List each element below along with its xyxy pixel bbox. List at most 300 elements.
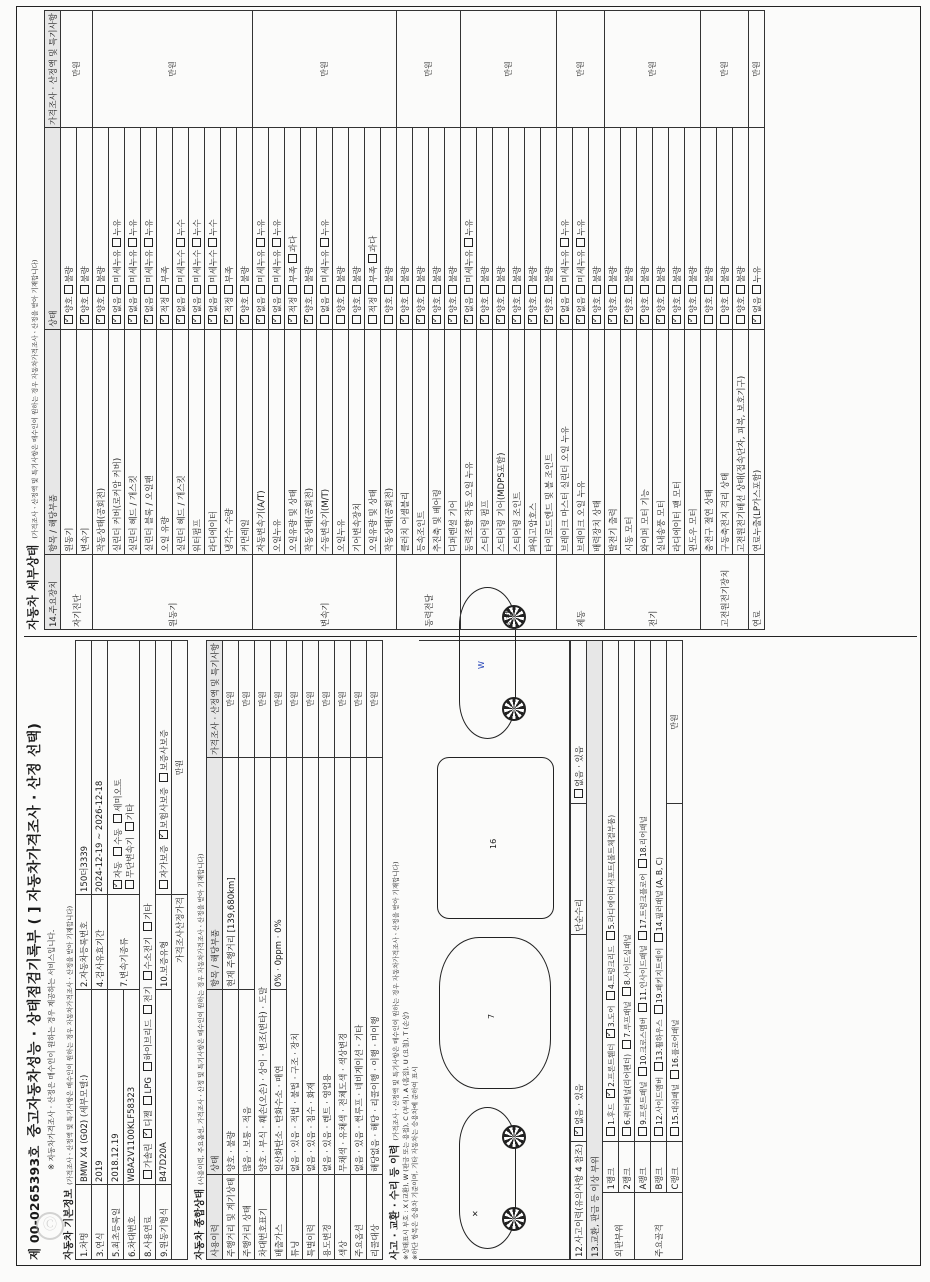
- transmission-cvt: 무단변속기: [125, 836, 136, 878]
- checkbox: [352, 285, 361, 294]
- state-none: 없음: [192, 296, 203, 313]
- checkbox: [448, 285, 457, 294]
- warranty-insurer: 보험사보증: [159, 787, 170, 829]
- state-cell: [669, 128, 685, 330]
- checkbox: [224, 285, 233, 294]
- engine-type-value: B47D20A: [156, 990, 172, 1185]
- checkbox-checked: [448, 315, 457, 324]
- state-adequate: 적정: [224, 296, 235, 313]
- state-low: 부족: [288, 266, 299, 283]
- checkbox: [159, 880, 168, 889]
- state-cell: [317, 128, 333, 330]
- state-cell: [701, 128, 717, 330]
- checkbox: [640, 285, 649, 294]
- rankA-item: 18.리어패널: [638, 816, 648, 857]
- state-leak: 누유: [128, 219, 139, 236]
- document-number: 제 00-0265393호: [27, 1145, 42, 1260]
- table-row: [319, 641, 335, 1260]
- wheel-icon: [502, 697, 526, 721]
- state-good: 양호: [544, 296, 555, 313]
- state-bad: 불량: [528, 266, 539, 283]
- state-cell: [557, 128, 573, 330]
- rankB-item: 19.패키지트레이: [654, 947, 664, 1004]
- fuel-label: 8.사용연료: [140, 1185, 156, 1260]
- state-cell: [429, 128, 445, 330]
- checkbox: [208, 238, 217, 247]
- table-row: [557, 11, 573, 630]
- wheel-icon: [502, 1125, 526, 1149]
- checkbox: [304, 285, 313, 294]
- checkbox: [654, 1127, 663, 1136]
- item: 작동상태(공회전): [381, 330, 397, 555]
- state-cell: [653, 128, 669, 330]
- item: 클러치 어셈블리: [397, 330, 413, 555]
- checkbox-checked: [208, 315, 217, 324]
- checkbox-checked: [224, 315, 233, 324]
- table-row: [701, 11, 717, 630]
- checkbox: [608, 285, 617, 294]
- state-none: 없음: [256, 296, 267, 313]
- fuel-gasoline: 가솔린: [143, 1143, 154, 1168]
- checkbox: [670, 1127, 679, 1136]
- warranty-guarantor: 보증사보증: [159, 729, 170, 771]
- checkbox: [736, 315, 745, 324]
- state-bad: 불량: [432, 266, 443, 283]
- transmission-auto: 자동: [113, 861, 124, 878]
- checkbox: [622, 1040, 631, 1049]
- row-unit: 만원: [335, 641, 351, 758]
- checkbox: [752, 285, 761, 294]
- checkbox: [400, 285, 409, 294]
- checkbox: [143, 971, 152, 980]
- unit: 만원: [461, 11, 557, 128]
- row-unit: 만원: [223, 641, 239, 758]
- rank1-item: 2.프론트휀더: [606, 1043, 616, 1087]
- state-bad: 불량: [544, 266, 555, 283]
- rankA-label: A랭크: [635, 1141, 651, 1192]
- checkbox: [654, 933, 663, 942]
- row-unit: 만원: [303, 641, 319, 758]
- checkbox-checked: [496, 315, 505, 324]
- checkbox: [143, 1062, 152, 1071]
- item: 스티어링 펌프: [477, 330, 493, 555]
- row-label: 특별이력: [303, 1175, 319, 1260]
- state-cell: [237, 128, 253, 330]
- checkbox-checked: [64, 315, 73, 324]
- row-state: 많음 · 보통 · 적음: [239, 990, 255, 1175]
- overall-condition-table: [206, 640, 383, 1260]
- state-good: 양호: [80, 296, 91, 313]
- checkbox: [143, 922, 152, 931]
- state-cell: [365, 128, 381, 330]
- inspection-validity-value: 2024-12-19 ~ 2026-12-18: [92, 641, 108, 895]
- fuel-electric: 전기: [143, 986, 154, 1003]
- checkbox: [113, 814, 122, 823]
- state-none: 없음: [176, 296, 187, 313]
- row-label: 배출가스: [271, 1175, 287, 1260]
- checkbox-checked: [512, 315, 521, 324]
- checkbox: [272, 285, 281, 294]
- state-none: 없음: [464, 296, 475, 313]
- state-leak: 누유: [560, 219, 571, 236]
- row-state: 양호 · 불량: [223, 990, 239, 1175]
- item: 원동기: [61, 330, 77, 555]
- checkbox: [606, 931, 615, 940]
- table-row: [223, 641, 239, 1260]
- state-low: 부족: [368, 266, 379, 283]
- checkbox: [638, 859, 647, 868]
- item: 실린더 커버(로커암 커버): [109, 330, 125, 555]
- state-bad: 불량: [80, 266, 91, 283]
- row-unit: 만원: [287, 641, 303, 758]
- state-good: 양호: [608, 296, 619, 313]
- model-year-label: 3.연식: [92, 1185, 108, 1260]
- price-unit: 만원: [172, 641, 188, 895]
- detail-section-note: (가격조사ㆍ산정액 및 특기사항은 매수인이 원하는 경우 자동차가격조사ㆍ산정을 받아 기재합니다): [31, 259, 39, 539]
- rank1-item: 5.라디에이터서포트(볼트체결부품): [606, 814, 616, 930]
- checkbox: [638, 931, 647, 940]
- item: 냉각수 수량: [221, 330, 237, 555]
- state-cell: [477, 128, 493, 330]
- checkbox: [192, 285, 201, 294]
- row-state: 없음 · 있음 · 썬루프 · 네비게이션 · 기타: [351, 758, 367, 1175]
- checkbox: [143, 1005, 152, 1014]
- checkbox: [512, 285, 521, 294]
- rank1-item: 1.후드: [606, 1103, 616, 1125]
- checkbox: [720, 315, 729, 324]
- row-state: 양호 · 부식 · 훼손(오손) · 상이 · 변조(변타) · 도말: [255, 758, 271, 1175]
- checkbox: [144, 285, 153, 294]
- table-row: [93, 11, 109, 630]
- unit: 만원: [605, 11, 701, 128]
- row-unit: 만원: [351, 641, 367, 758]
- checkbox-checked: [192, 315, 201, 324]
- fuel-options: [140, 641, 156, 1185]
- checkbox: [240, 285, 249, 294]
- item: 오일누유: [269, 330, 285, 555]
- state-bad: 불량: [656, 266, 667, 283]
- checkbox: [606, 991, 615, 1000]
- group-self-diagnosis: 자기진단: [61, 555, 93, 630]
- state-cell: [77, 128, 93, 330]
- checkbox: [336, 315, 345, 324]
- state-minor-leak: 미세누유: [576, 249, 587, 283]
- rankA-items: [635, 641, 651, 1142]
- warranty-self: 자가보증: [159, 845, 170, 878]
- item: 연료누출(LP가스포함): [749, 330, 765, 555]
- item: 발전기 출력: [605, 330, 621, 555]
- item: 스티어링 기어(MDPS포함): [493, 330, 509, 555]
- state-good: 양호: [240, 296, 251, 313]
- item: 오일누유: [333, 330, 349, 555]
- state-leak: 누유: [272, 219, 283, 236]
- state-cell: [93, 128, 109, 330]
- checkbox-checked: [288, 315, 297, 324]
- col-major-device: 14.주요장치: [45, 555, 61, 630]
- state-minor-seep: 미세누수: [176, 249, 187, 283]
- state-leak: 누유: [752, 266, 763, 283]
- state-minor-seep: 미세누수: [208, 249, 219, 283]
- checkbox: [560, 238, 569, 247]
- damage-mark-w: W: [477, 661, 486, 669]
- state-bad: 불량: [400, 266, 411, 283]
- state-bad: 불량: [608, 266, 619, 283]
- checkbox-checked: [752, 315, 761, 324]
- item: 오일유량 및 상태: [285, 330, 301, 555]
- checkbox: [288, 254, 297, 263]
- table-row: [461, 11, 477, 630]
- item: 윈도우 모터: [685, 330, 701, 555]
- state-good: 양호: [672, 296, 683, 313]
- state-good: 양호: [432, 296, 443, 313]
- unit: 만원: [397, 11, 461, 128]
- checkbox: [143, 1170, 152, 1179]
- checkbox: [320, 315, 329, 324]
- row-unit: 만원: [271, 641, 287, 758]
- state-bad: 불량: [688, 266, 699, 283]
- row-label: 튜닝: [287, 1175, 303, 1260]
- group-fuel: 연료: [749, 555, 765, 630]
- state-good: 양호: [304, 296, 315, 313]
- table-row: [397, 11, 413, 630]
- checkbox: [256, 285, 265, 294]
- repair-state-text: 없음 · 있음: [574, 745, 585, 787]
- state-bad: 불량: [384, 266, 395, 283]
- group-brakes: 제동: [557, 555, 605, 630]
- rankB-label: B랭크: [651, 1141, 667, 1192]
- checkbox-checked: [112, 315, 121, 324]
- state-cell: [189, 128, 205, 330]
- checkbox: [125, 880, 134, 889]
- state-cell: [509, 128, 525, 330]
- checkbox-checked: [624, 315, 633, 324]
- state-cell: [397, 128, 413, 330]
- item: 수동변속기(M/T): [317, 330, 333, 555]
- rankA-item: 10.크로스멤버: [638, 1016, 648, 1066]
- state-none: 없음: [272, 296, 283, 313]
- checkbox-checked: [606, 1089, 615, 1098]
- state-cell: [749, 128, 765, 330]
- state-cell: [125, 128, 141, 330]
- reg-number-label: 2.자동차등록번호: [76, 895, 92, 990]
- watermark-logo: [36, 1212, 96, 1272]
- item: 실내송풍 모터: [653, 330, 669, 555]
- state-minor-leak: 미세누유: [144, 249, 155, 283]
- first-registration-value: 2018.12.19: [108, 990, 124, 1185]
- rank1-item: 3.도어: [606, 1005, 616, 1028]
- checkbox: [288, 285, 297, 294]
- checkbox-checked: [640, 315, 649, 324]
- row-unit: 만원: [255, 641, 271, 758]
- unit: 만원: [701, 11, 749, 128]
- row-state: 없음 · 있음 · 적법 · 불법 · 구조 · 장치: [287, 758, 303, 1175]
- item: 오일 유량: [157, 330, 173, 555]
- item: 타이로드엔드 및 볼 조인트: [541, 330, 557, 555]
- state-none: 없음: [576, 296, 587, 313]
- rank1-item: 4.트렁크리드: [606, 945, 616, 990]
- rank2-item: 8.사이드실패널: [622, 934, 632, 986]
- state-good: 양호: [96, 296, 107, 313]
- rankA-item: 9.프론트패널: [638, 1081, 648, 1125]
- rankB-item: 13.휠하우스: [654, 1019, 664, 1061]
- state-cell: [445, 128, 461, 330]
- checkbox: [688, 285, 697, 294]
- checkbox: [384, 315, 393, 324]
- item: 실린더 헤드 / 개스킷: [125, 330, 141, 555]
- item: 등속조인트: [413, 330, 429, 555]
- checkbox: [112, 238, 121, 247]
- part-number-7: 7: [487, 1013, 496, 1019]
- state-cell: [269, 128, 285, 330]
- state-cell: [733, 128, 749, 330]
- inspection-record-part-1: [22, 640, 914, 1260]
- state-seep: 누수: [176, 219, 187, 236]
- checkbox: [320, 238, 329, 247]
- state-good: 양호: [688, 296, 699, 313]
- overall-section-title: 자동차 종합상태: [195, 1188, 206, 1260]
- checkbox-checked: [574, 1127, 583, 1136]
- checkbox-checked: [592, 315, 601, 324]
- state-cell: [285, 128, 301, 330]
- table-row: [61, 11, 77, 630]
- state-none: 없음: [144, 296, 155, 313]
- checkbox-checked: [256, 315, 265, 324]
- row-state: 일산화탄소 · 탄화수소 · 매연: [271, 990, 287, 1175]
- state-bad: 불량: [480, 266, 491, 283]
- checkbox: [638, 1067, 647, 1076]
- checkbox: [368, 315, 377, 324]
- table-row: [255, 641, 271, 1260]
- warranty-options: [156, 641, 172, 895]
- row-unit: 만원: [319, 641, 335, 758]
- state-bad: 불량: [720, 266, 731, 283]
- checkbox-checked: [416, 315, 425, 324]
- basic-section-note: (가격조사ㆍ산정액 및 특기사항은 매수인이 원하는 경우 자동차가격조사ㆍ산정을 받아 기재합니다): [66, 905, 74, 1185]
- state-leak: 누유: [256, 219, 267, 236]
- col-item: 항목 / 해당부품: [207, 758, 223, 990]
- checkbox-checked: [272, 315, 281, 324]
- checkbox: [336, 285, 345, 294]
- symbol-legend: ※상태표시 부호 : X (교환), W (판금 또는 용접), C (부식), A (흠집), U (요철), T (손상): [402, 1011, 410, 1260]
- state-cell: [333, 128, 349, 330]
- state-bad: 불량: [96, 266, 107, 283]
- state-cell: [141, 128, 157, 330]
- checkbox: [208, 285, 217, 294]
- checkbox-checked: [176, 315, 185, 324]
- checkbox-checked: [576, 315, 585, 324]
- checkbox-checked: [240, 315, 249, 324]
- col-item: 항목 / 해당부품: [45, 330, 61, 555]
- checkbox: [480, 285, 489, 294]
- checkbox-checked: [432, 315, 441, 324]
- checkbox: [416, 285, 425, 294]
- checkbox: [128, 238, 137, 247]
- overall-section-note: (사용이력, 주요옵션, 가격조사ㆍ산정 및 특기사항은 매수인이 원하는 경우 자동차가격조사ㆍ산정을 받아 기재합니다): [197, 853, 205, 1185]
- fuel-hybrid: 하이브리드: [143, 1019, 154, 1061]
- state-good: 양호: [384, 296, 395, 313]
- state-leak: 누유: [112, 219, 123, 236]
- checkbox: [112, 285, 121, 294]
- state-cell: [525, 128, 541, 330]
- transmission-manual: 수동: [113, 828, 124, 845]
- state-cell: [221, 128, 237, 330]
- accident-history-label: 12.사고이력(유의사항 4 참조): [571, 1141, 587, 1259]
- item: 추진축 및 베어링: [429, 330, 445, 555]
- checkbox: [576, 238, 585, 247]
- checkbox: [192, 238, 201, 247]
- item: 커먼레일: [237, 330, 253, 555]
- checkbox: [704, 285, 713, 294]
- checkbox: [622, 987, 631, 996]
- group-transmission: 변속기: [253, 555, 397, 630]
- checkbox: [654, 1005, 663, 1014]
- rank2-item: 7.루프패널: [622, 1001, 632, 1038]
- state-good: 양호: [720, 296, 731, 313]
- state-cell: [493, 128, 509, 330]
- inspection-validity-label: 4.검사유효기간: [92, 895, 108, 990]
- accident-history-state: [571, 934, 587, 1141]
- item: 와이퍼 모터 기능: [637, 330, 653, 555]
- state-cell: [637, 128, 653, 330]
- state-cell: [253, 128, 269, 330]
- state-minor-leak: 미세누유: [128, 249, 139, 283]
- detail-section-title: 자동차 세부상태: [26, 544, 40, 630]
- checkbox: [143, 1096, 152, 1105]
- checkbox: [736, 285, 745, 294]
- checkbox: [624, 285, 633, 294]
- checkbox-checked: [464, 315, 473, 324]
- state-cell: [349, 128, 365, 330]
- col-state: 상태: [207, 990, 223, 1175]
- state-cell: [685, 128, 701, 330]
- checkbox: [670, 1070, 679, 1079]
- unit: 만원: [93, 11, 253, 128]
- state-cell: [573, 128, 589, 330]
- table-row: [239, 641, 255, 1260]
- state-minor-leak: 미세누유: [272, 249, 283, 283]
- checkbox: [656, 285, 665, 294]
- rankB-items: [651, 641, 667, 1142]
- row-detail: 0% · 0ppm · 0%: [271, 758, 287, 990]
- checkbox: [672, 285, 681, 294]
- row-unit: 만원: [239, 641, 255, 758]
- damage-mark-x: ✕: [471, 1210, 480, 1217]
- state-bad: 불량: [736, 266, 747, 283]
- unit: 만원: [557, 11, 605, 128]
- engine-type-label: 9.원동기형식: [156, 1185, 172, 1260]
- state-adequate: 적정: [368, 296, 379, 313]
- item: 기어변속장치: [349, 330, 365, 555]
- checkbox: [144, 238, 153, 247]
- item: 라디에이터: [205, 330, 221, 555]
- unit: 만원: [749, 11, 765, 128]
- checkbox-checked: [688, 315, 697, 324]
- checkbox: [113, 847, 122, 856]
- col-price: 가격조사 · 산정액 및 특기사항: [45, 11, 61, 128]
- state-good: 양호: [704, 296, 715, 313]
- state-good: 양호: [64, 296, 75, 313]
- state-good: 양호: [736, 296, 747, 313]
- checkbox: [125, 822, 134, 831]
- group-steering: 조향: [461, 555, 557, 630]
- state-good: 양호: [624, 296, 635, 313]
- symbol-legend-note: ※하단 항목은 승용차 기준이며, 기타 자동차는 승용차에 준하여 표시: [411, 1066, 419, 1260]
- checkbox: [128, 285, 137, 294]
- warranty-label: 10.보증유형: [156, 895, 172, 990]
- state-cell: [301, 128, 317, 330]
- rank2-item: 6.쿼터패널(리어펜더): [622, 1053, 632, 1125]
- state-minor-leak: 미세누유: [112, 249, 123, 283]
